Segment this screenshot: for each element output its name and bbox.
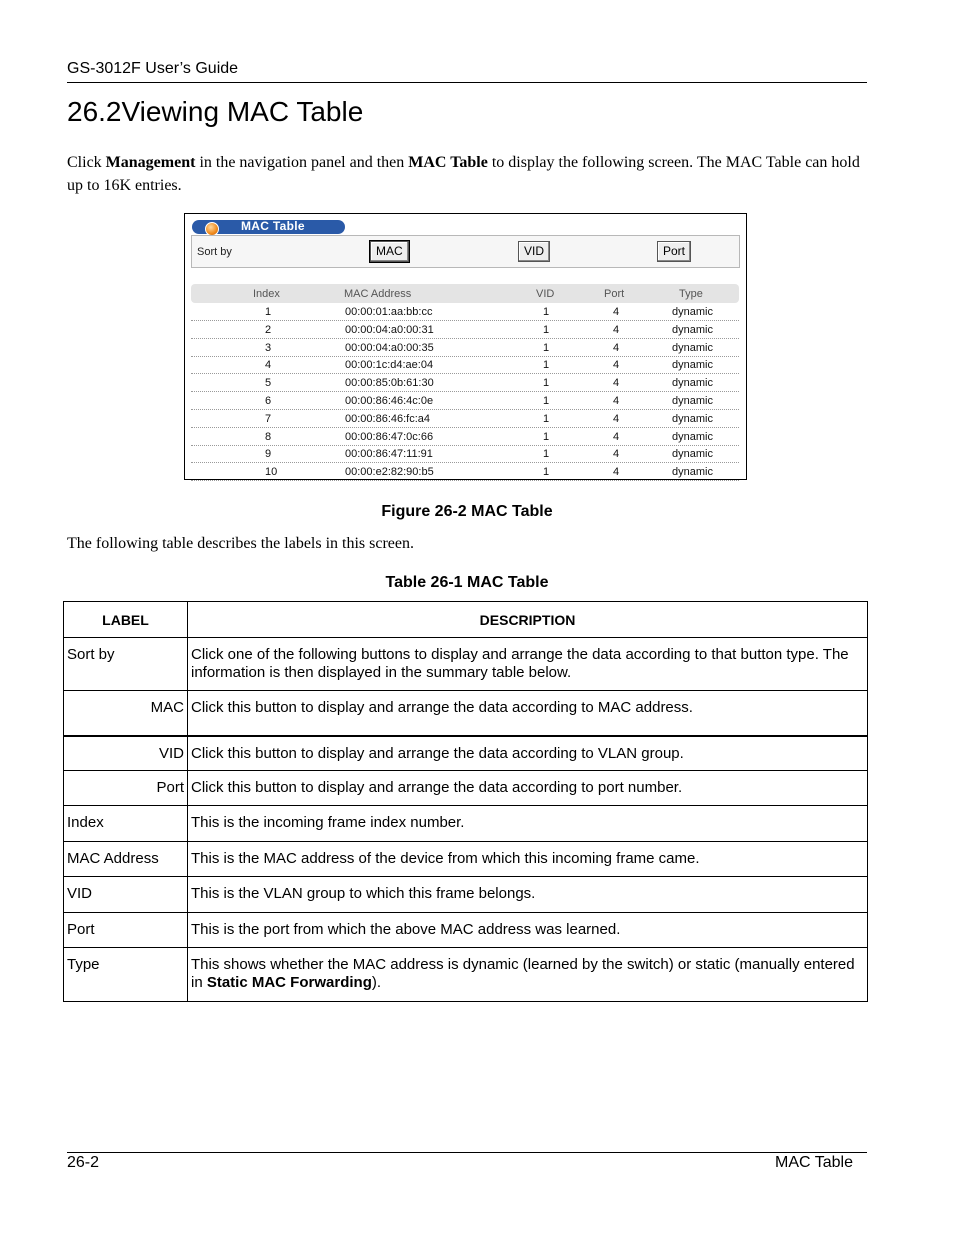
cell-mac-address: 00:00:01:aa:bb:cc bbox=[345, 306, 433, 318]
type-desc-bold: Static MAC Forwarding bbox=[206, 974, 372, 991]
row-description: Click this button to display and arrange the data according to MAC address. bbox=[188, 691, 868, 736]
column-header-mac-address: MAC Address bbox=[344, 288, 412, 300]
table-row bbox=[64, 638, 868, 691]
cell-type: dynamic bbox=[672, 395, 713, 407]
cell-mac-address: 00:00:86:46:fc:a4 bbox=[345, 412, 431, 425]
table-row bbox=[64, 806, 868, 842]
intro-bold-management: Management bbox=[105, 154, 196, 171]
figure-caption: Figure 26-2 MAC Table bbox=[381, 503, 553, 520]
cell-port: 4 bbox=[613, 395, 620, 407]
cell-vid: 1 bbox=[543, 359, 550, 372]
cell-vid: 1 bbox=[543, 395, 550, 407]
intro-text-1: Click bbox=[67, 154, 106, 171]
row-description: Click this button to display and arrange the data according to port number. bbox=[188, 771, 868, 806]
row-label: Port bbox=[64, 913, 188, 948]
cell-port: 4 bbox=[613, 412, 620, 425]
mac-table-row bbox=[191, 374, 739, 392]
mac-table-screenshot bbox=[184, 213, 747, 480]
cell-port: 4 bbox=[613, 448, 620, 461]
table-row bbox=[64, 842, 868, 877]
cell-type: dynamic bbox=[672, 359, 713, 372]
cell-mac-address: 00:00:86:47:0c:66 bbox=[345, 430, 434, 443]
mac-table-row bbox=[191, 463, 739, 481]
row-description: This is the MAC address of the device from which this incoming frame came. bbox=[188, 842, 868, 877]
table-intro: The following table describes the labels in this screen. bbox=[67, 535, 415, 552]
cell-index: 5 bbox=[265, 377, 272, 390]
table-row bbox=[64, 736, 868, 771]
cell-port: 4 bbox=[613, 466, 620, 479]
row-label: Type bbox=[64, 948, 188, 1002]
column-header-port: Port bbox=[604, 288, 625, 300]
mac-table-row bbox=[191, 410, 739, 428]
description-column-header: DESCRIPTION bbox=[188, 602, 868, 638]
cell-index: 8 bbox=[265, 430, 272, 443]
row-description: This is the VLAN group to which this frame belongs. bbox=[188, 877, 868, 913]
row-label: Index bbox=[64, 806, 188, 842]
cell-vid: 1 bbox=[543, 377, 550, 390]
cell-mac-address: 00:00:e2:82:90:b5 bbox=[345, 466, 434, 479]
table-row bbox=[64, 691, 868, 736]
table-row bbox=[64, 771, 868, 806]
row-description bbox=[188, 948, 868, 1002]
intro-text-2: in the navigation panel and then bbox=[195, 154, 409, 171]
label-description-table bbox=[63, 601, 868, 1002]
type-desc-text: This shows whether the MAC address is dynamic (learned by the switch) or static (manually entered in bbox=[191, 956, 855, 991]
cell-type: dynamic bbox=[672, 412, 713, 425]
sort-by-panel bbox=[191, 235, 740, 268]
summary-table-header bbox=[191, 284, 739, 303]
footer-chapter-title: MAC Table bbox=[775, 1154, 853, 1171]
cell-mac-address: 00:00:86:46:4c:0e bbox=[345, 395, 434, 407]
cell-index: 2 bbox=[265, 323, 272, 336]
mac-table-row bbox=[191, 428, 739, 446]
cell-mac-address: 00:00:1c:d4:ae:04 bbox=[345, 359, 434, 372]
sort-by-label: Sort by bbox=[197, 246, 232, 258]
cell-port: 4 bbox=[613, 306, 620, 318]
cell-index: 10 bbox=[265, 466, 278, 479]
cell-vid: 1 bbox=[543, 306, 550, 318]
row-label: MAC Address bbox=[64, 842, 188, 877]
cell-type: dynamic bbox=[672, 341, 713, 354]
row-label: MAC bbox=[64, 691, 188, 736]
cell-index: 7 bbox=[265, 412, 272, 425]
cell-vid: 1 bbox=[543, 341, 550, 354]
screen-title: MAC Table bbox=[241, 219, 305, 233]
label-column-header: LABEL bbox=[64, 602, 188, 638]
mac-table-row bbox=[191, 303, 739, 321]
mac-table-row bbox=[191, 392, 739, 410]
cell-port: 4 bbox=[613, 377, 620, 390]
footer-rule bbox=[67, 1152, 867, 1153]
intro-text-3: to display the following screen. The MAC Table can hold up to 16K entries. bbox=[67, 154, 860, 194]
column-header-vid: VID bbox=[536, 288, 555, 300]
footer-page-number: 26-2 bbox=[67, 1154, 100, 1171]
mac-table-row bbox=[191, 321, 739, 339]
cell-mac-address: 00:00:86:47:11:91 bbox=[345, 448, 433, 461]
sort-vid-button[interactable]: VID bbox=[518, 241, 550, 262]
cell-index: 6 bbox=[265, 395, 272, 407]
type-desc-text-end: ). bbox=[371, 974, 382, 991]
row-label: VID bbox=[64, 736, 188, 771]
cell-mac-address: 00:00:04:a0:00:35 bbox=[345, 341, 434, 354]
row-label: VID bbox=[64, 877, 188, 913]
screen-title-bar bbox=[192, 220, 345, 234]
mac-table-row bbox=[191, 445, 739, 463]
cell-vid: 1 bbox=[543, 323, 550, 336]
row-label: Port bbox=[64, 771, 188, 806]
row-description: This is the port from which the above MAC address was learned. bbox=[188, 913, 868, 948]
cell-index: 9 bbox=[265, 448, 272, 461]
header-rule bbox=[67, 82, 867, 83]
cell-index: 4 bbox=[265, 359, 272, 372]
cell-port: 4 bbox=[613, 430, 620, 443]
cell-type: dynamic bbox=[672, 430, 713, 443]
table-row bbox=[64, 913, 868, 948]
section-number: 26.2 bbox=[67, 96, 122, 127]
row-label: Sort by bbox=[64, 638, 188, 691]
intro-bold-mac-table: MAC Table bbox=[408, 154, 488, 171]
cell-vid: 1 bbox=[543, 448, 550, 461]
cell-vid: 1 bbox=[543, 466, 550, 479]
cell-port: 4 bbox=[613, 341, 620, 354]
orb-icon bbox=[205, 222, 219, 236]
column-header-type: Type bbox=[679, 288, 703, 300]
table-header-row bbox=[64, 602, 868, 638]
table-row bbox=[64, 948, 868, 1002]
row-description: This is the incoming frame index number. bbox=[188, 806, 868, 842]
section-title-text: Viewing MAC Table bbox=[121, 96, 364, 127]
mac-table-row bbox=[191, 339, 739, 357]
row-description: Click one of the following buttons to display and arrange the data according to that button type. The information is then displayed in the summary table below. bbox=[188, 638, 868, 691]
cell-type: dynamic bbox=[672, 448, 713, 461]
cell-index: 3 bbox=[265, 341, 272, 354]
cell-index: 1 bbox=[265, 306, 272, 318]
cell-port: 4 bbox=[613, 359, 620, 372]
cell-type: dynamic bbox=[672, 377, 713, 390]
cell-port: 4 bbox=[613, 323, 620, 336]
table-row bbox=[64, 877, 868, 913]
cell-type: dynamic bbox=[672, 306, 713, 318]
row-description: Click this button to display and arrange the data according to VLAN group. bbox=[188, 736, 868, 771]
column-header-index: Index bbox=[253, 288, 280, 300]
mac-table-row bbox=[191, 356, 739, 374]
section-title bbox=[67, 96, 363, 128]
sort-mac-button[interactable]: MAC bbox=[370, 241, 409, 262]
cell-type: dynamic bbox=[672, 323, 713, 336]
sort-port-button[interactable]: Port bbox=[657, 241, 691, 262]
cell-vid: 1 bbox=[543, 412, 550, 425]
cell-vid: 1 bbox=[543, 430, 550, 443]
running-header: GS-3012F User’s Guide bbox=[67, 60, 239, 77]
table-caption: Table 26-1 MAC Table bbox=[385, 574, 549, 591]
cell-mac-address: 00:00:85:0b:61:30 bbox=[345, 377, 434, 390]
cell-type: dynamic bbox=[672, 466, 713, 479]
cell-mac-address: 00:00:04:a0:00:31 bbox=[345, 323, 434, 336]
intro-paragraph bbox=[67, 151, 867, 197]
